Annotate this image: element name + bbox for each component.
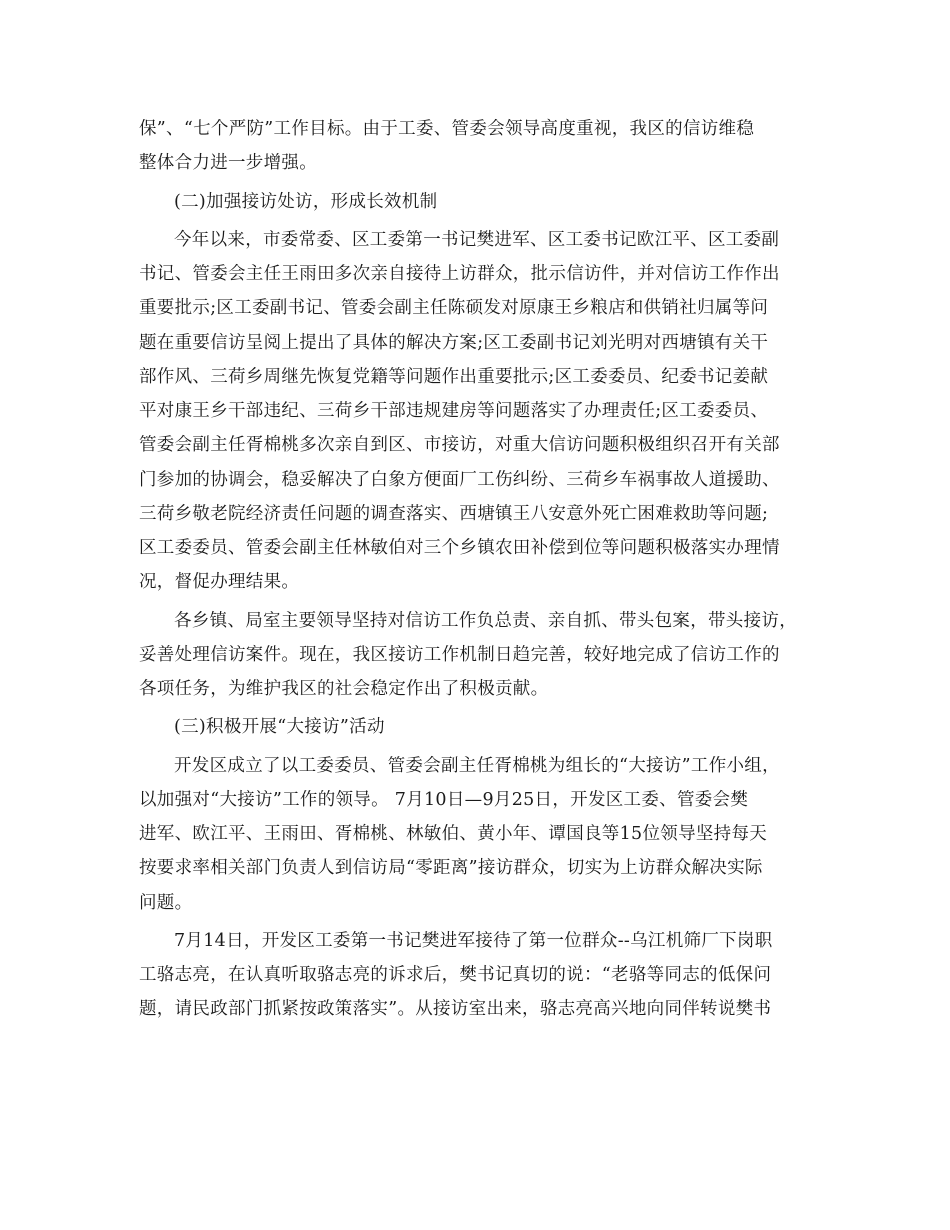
text-line: 工骆志亮，在认真听取骆志亮的诉求后，樊书记真切的说：“老骆等同志的低保问 <box>139 965 772 985</box>
text-line: 题，请民政部门抓紧按政策落实”。从接访室出来，骆志亮高兴地向同伴转说樊书 <box>139 999 772 1020</box>
text-line: 整体合力进一步增强。 <box>139 153 317 174</box>
text-line: 门参加的协调会，稳妥解决了白象方便面厂工伤纠纷、三荷乡车祸事故人道援助、 <box>139 469 780 490</box>
text-line: 重要批示;区工委副书记、管委会副主任陈硕发对原康王乡粮店和供销社归属等问 <box>139 298 769 319</box>
text-line: 各项任务，为维护我区的社会稳定作出了积极贡献。 <box>139 679 549 699</box>
text-line: 今年以来，市委常委、区工委第一书记樊进军、区工委书记欧江平、区工委副 <box>174 229 780 250</box>
text-line: 题在重要信访呈阅上提出了具体的解决方案;区工委副书记刘光明对西塘镇有关干 <box>139 332 769 353</box>
text-line: 平对康王乡干部违纪、三荷乡干部违规建房等问题落实了办理责任;区工委委员、 <box>139 401 769 421</box>
text-line: 区工委委员、管委会副主任林敏伯对三个乡镇农田补偿到位等问题积极落实办理情 <box>139 538 780 558</box>
text-line: 问题。 <box>139 892 193 913</box>
text-line: 况，督促办理结果。 <box>139 572 300 593</box>
text-line: 保”、“七个严防”工作目标。由于工委、管委会领导高度重视，我区的信访维稳 <box>139 119 755 139</box>
text-line: 开发区成立了以工委委员、管委会副主任胥棉桃为组长的“大接访”工作小组， <box>174 755 780 776</box>
text-line: 管委会副主任胥棉桃多次亲自到区、市接访，对重大信访问题积极组织召开有关部 <box>139 435 780 456</box>
section-heading: (三)积极开展“大接访”活动 <box>174 717 385 738</box>
text-line: 三荷乡敬老院经济责任问题的调查落实、西塘镇王八安意外死亡困难救助等问题; <box>139 503 769 524</box>
text-line: 以加强对“大接访”工作的领导。 7月10日—9月25日，开发区工委、管委会樊 <box>139 789 749 810</box>
section-heading: (二)加强接访处访，形成长效机制 <box>174 191 438 212</box>
text-line: 书记、管委会主任王雨田多次亲自接待上访群众，批示信访件，并对信访工作作出 <box>139 264 780 284</box>
text-line: 进军、欧江平、王雨田、胥棉桃、林敏伯、黄小年、谭国良等15位领导坚持每天 <box>139 824 768 844</box>
text-line: 按要求率相关部门负责人到信访局“零距离”接访群众，切实为上访群众解决实际 <box>139 858 763 879</box>
text-line: 部作风、三荷乡周继先恢复党籍等问题作出重要批示;区工委委员、纪委书记姜献 <box>139 366 769 387</box>
text-line: 各乡镇、局室主要领导坚持对信访工作负总责、亲自抓、带头包案，带头接访， <box>174 610 797 631</box>
text-line: 妥善处理信访案件。现在，我区接访工作机制日趋完善，较好地完成了信访工作的 <box>139 644 780 665</box>
document-body <box>139 112 819 1027</box>
text-line: 7月14日，开发区工委第一书记樊进军接待了第一位群众--乌江机筛厂下岗职 <box>174 930 773 951</box>
